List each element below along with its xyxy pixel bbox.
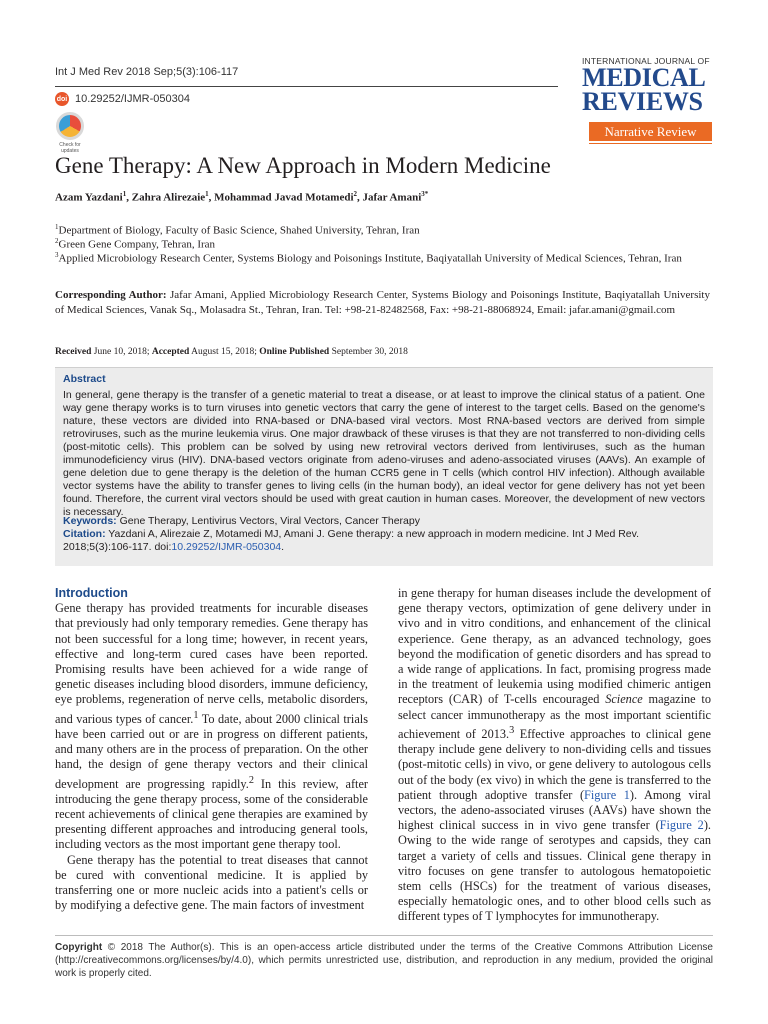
body-paragraph: in gene therapy for human diseases include the development of gene therapy vectors, optimization of gene delivery under in vivo and in vitro conditions, and enhancement of the clinical experience. Gene therapy, as an advanced technology, goes beyond the modification of genetic disorders and has spread to a wide range of applications. In fact, promising progress made in the treatment of leukemia using modified chimeric antigen receptors (CAR) of T-cells encouraged Science magazine to select cancer immunotherapy as the most important scientific achievement of 2013.$^3$ Effective approaches to clinical gene therapy include gene delivery to non-dividing cells and tissues (post-mitotic cells) in vivo, or gene delivery to autologous cells out of the body (ex vivo) in which the gene is transferred to the patient through adoptive transfer (Figure 1). Among viral vectors, the adeno-associated viruses (AAVs) have shown the highest clinical success in in vivo gene transfer (Figure 2). Owing to the wide range of serotypes and capsids, they can target a variety of cells and tissues. Clinical gene therapy in vitro focuses on gene transfer to autologous hematopoietic stem cells (HSCs) for the treatment of various diseases, especially hematologic ones, and to other blood cells such as different types of T lymphocytes for immunotherapy.: [398, 586, 711, 924]
abstract-heading: Abstract: [63, 373, 106, 385]
body-column-left: [55, 586, 368, 913]
author-name: Zahra Alirezaie: [131, 191, 206, 204]
reference-marker[interactable]: 1: [193, 709, 199, 721]
doi-link[interactable]: 10.29252/IJMR-050304: [75, 93, 190, 105]
citation: Citation: Yazdani A, Alirezaie Z, Motamedi MJ, Amani J. Gene therapy: a new approach in modern medicine. Int J Med Rev. 2018;5(3):106-117. doi:10.29252/IJMR-050304.: [63, 528, 640, 553]
author-list: Azam Yazdani$^1$, Zahra Alirezaie$^1$, Mohammad Javad Motamedi$^2$, Jafar Amani$^{3*}$: [55, 190, 429, 204]
journal-logo-name-1: MEDICAL: [582, 63, 706, 92]
body-column-right: [398, 586, 711, 925]
figure-1-link[interactable]: Figure 1: [584, 787, 630, 802]
abstract-text: In general, gene therapy is the transfer of a genetic material to treat a disease, or at least to improve the clinical status of a patient. One way gene therapy works is to turn viruses into genetic vectors that carry the gene of interest to the target cells. Based on the genome's nature, these vectors are divided into RNA-based or DNA-based viral vectors. Most RNA-based vectors are derived from simple retroviruses, such as the murine leukemia virus. One major drawback of these viruses is that they are not transferred to non-dividing cells (post-mitotic cells). This problem can be solved by using new retroviral vectors derived from lentiviruses, such as the human immunodeficiency virus (HIV). DNA-based vectors originate from adeno-viruses and adeno-associated viruses (AAVs). An example of gene deletion due to gene therapy is the deletion of the human CCR5 gene in T cells (which control HIV infection). Although available vector systems have the ability to transfer genes to living cells (in the human body), an ideal vector for gene delivery has not yet been found. Therefore, the current viral vectors should be used with great caution in human cases. Moreover, the development of new vectors is necessary.: [63, 389, 705, 518]
reference-marker[interactable]: 2: [248, 774, 254, 786]
body-paragraph: Gene therapy has provided treatments for incurable diseases that previously had only temporary remedies. Gene therapy has not been successful for a long time; however, in recent years, effective and long-term cured cases have been reported. Promising results have been achieved for a wide range of genetic diseases including blood disorders, immune deficiency, eye problems, regeneration of nerve cells, metabolic disorders, and various types of cancer.$^1$ To date, about 2000 clinical trials have been carried out or are in progress on different patients, and many others are in the process of preparation. On the other hand, the design of gene therapy vectors and their clinical development are progressing rapidly.$^2$ In this review, after introducing the gene therapy process, some of the considerable recent achievements of clinical gene therapies are examined by presenting different approaches and introducing general tools, including vectors as the most important gene therapy tool.: [55, 601, 369, 852]
journal-logo: [582, 56, 712, 114]
journal-citation-line: Int J Med Rev 2018 Sep;5(3):106-117: [55, 66, 239, 78]
copyright-notice: Copyright © 2018 The Author(s). This is an open-access article distributed under the terms of the Creative Commons Attribution License (http://creativecommons.org/licenses/by/4.0), which permits unrestricted use, distribution, and reproduction in any medium, provided the original work is properly cited.: [55, 942, 713, 979]
affiliation: $^3$Applied Microbiology Research Center, Systems Biology and Poisonings Institute, Baqiyatallah University of Medical Sciences, Tehran, Iran: [55, 251, 682, 265]
corresponding-author: Corresponding Author: Jafar Amani, Applied Microbiology Research Center, Systems Biology and Poisonings Institute, Baqiyatallah University of Medical Sciences, Vanak Sq., Molasadra St., Tehran, Iran. Tel: +98-21-82482568, Fax: +98-21-88068924, Email: jafar.amani@gmail.com: [55, 289, 710, 316]
corresponding-author-label: Corresponding Author:: [55, 289, 167, 301]
article-type-rule: [589, 143, 712, 144]
journal-logo-intl: INTERNATIONAL JOURNAL OF: [582, 56, 710, 66]
paper-title: Gene Therapy: A New Approach in Modern Medicine: [55, 153, 551, 178]
header-divider: [55, 86, 558, 87]
publication-dates: Received June 10, 2018; Accepted August 15, 2018; Online Published September 30, 2018: [55, 347, 408, 357]
section-heading-introduction: Introduction: [55, 586, 128, 600]
author-name: Jafar Amani: [362, 191, 422, 204]
author-name: Azam Yazdani: [55, 191, 123, 204]
check-updates-label: Check for updates: [59, 142, 81, 154]
journal-logo-name-2: REVIEWS: [582, 87, 703, 116]
check-updates-icon: [56, 112, 84, 140]
affiliation: $^1$Department of Biology, Faculty of Basic Science, Shahed University, Tehran, Iran: [55, 223, 420, 237]
doi-row[interactable]: [55, 92, 190, 106]
figure-2-link[interactable]: Figure 2: [659, 818, 704, 833]
doi-icon: doi: [55, 92, 69, 106]
article-type-badge: Narrative Review: [589, 122, 712, 141]
author-name: Mohammad Javad Motamedi: [214, 191, 354, 204]
reference-marker[interactable]: 3: [509, 724, 515, 736]
keywords: Keywords: Gene Therapy, Lentivirus Vectors, Viral Vectors, Cancer Therapy: [63, 515, 420, 527]
citation-doi-link[interactable]: 10.29252/IJMR-050304: [171, 541, 282, 553]
affiliation: $^2$Green Gene Company, Tehran, Iran: [55, 237, 216, 251]
footer-divider: [55, 935, 713, 936]
check-for-updates-badge[interactable]: [55, 112, 85, 154]
body-paragraph: Gene therapy has the potential to treat diseases that cannot be cured with conventional medicine. It is applied by transferring one or more nucleic acids into a patient's cells or by modifying a defective gene. The main factors of investment: [55, 852, 368, 913]
